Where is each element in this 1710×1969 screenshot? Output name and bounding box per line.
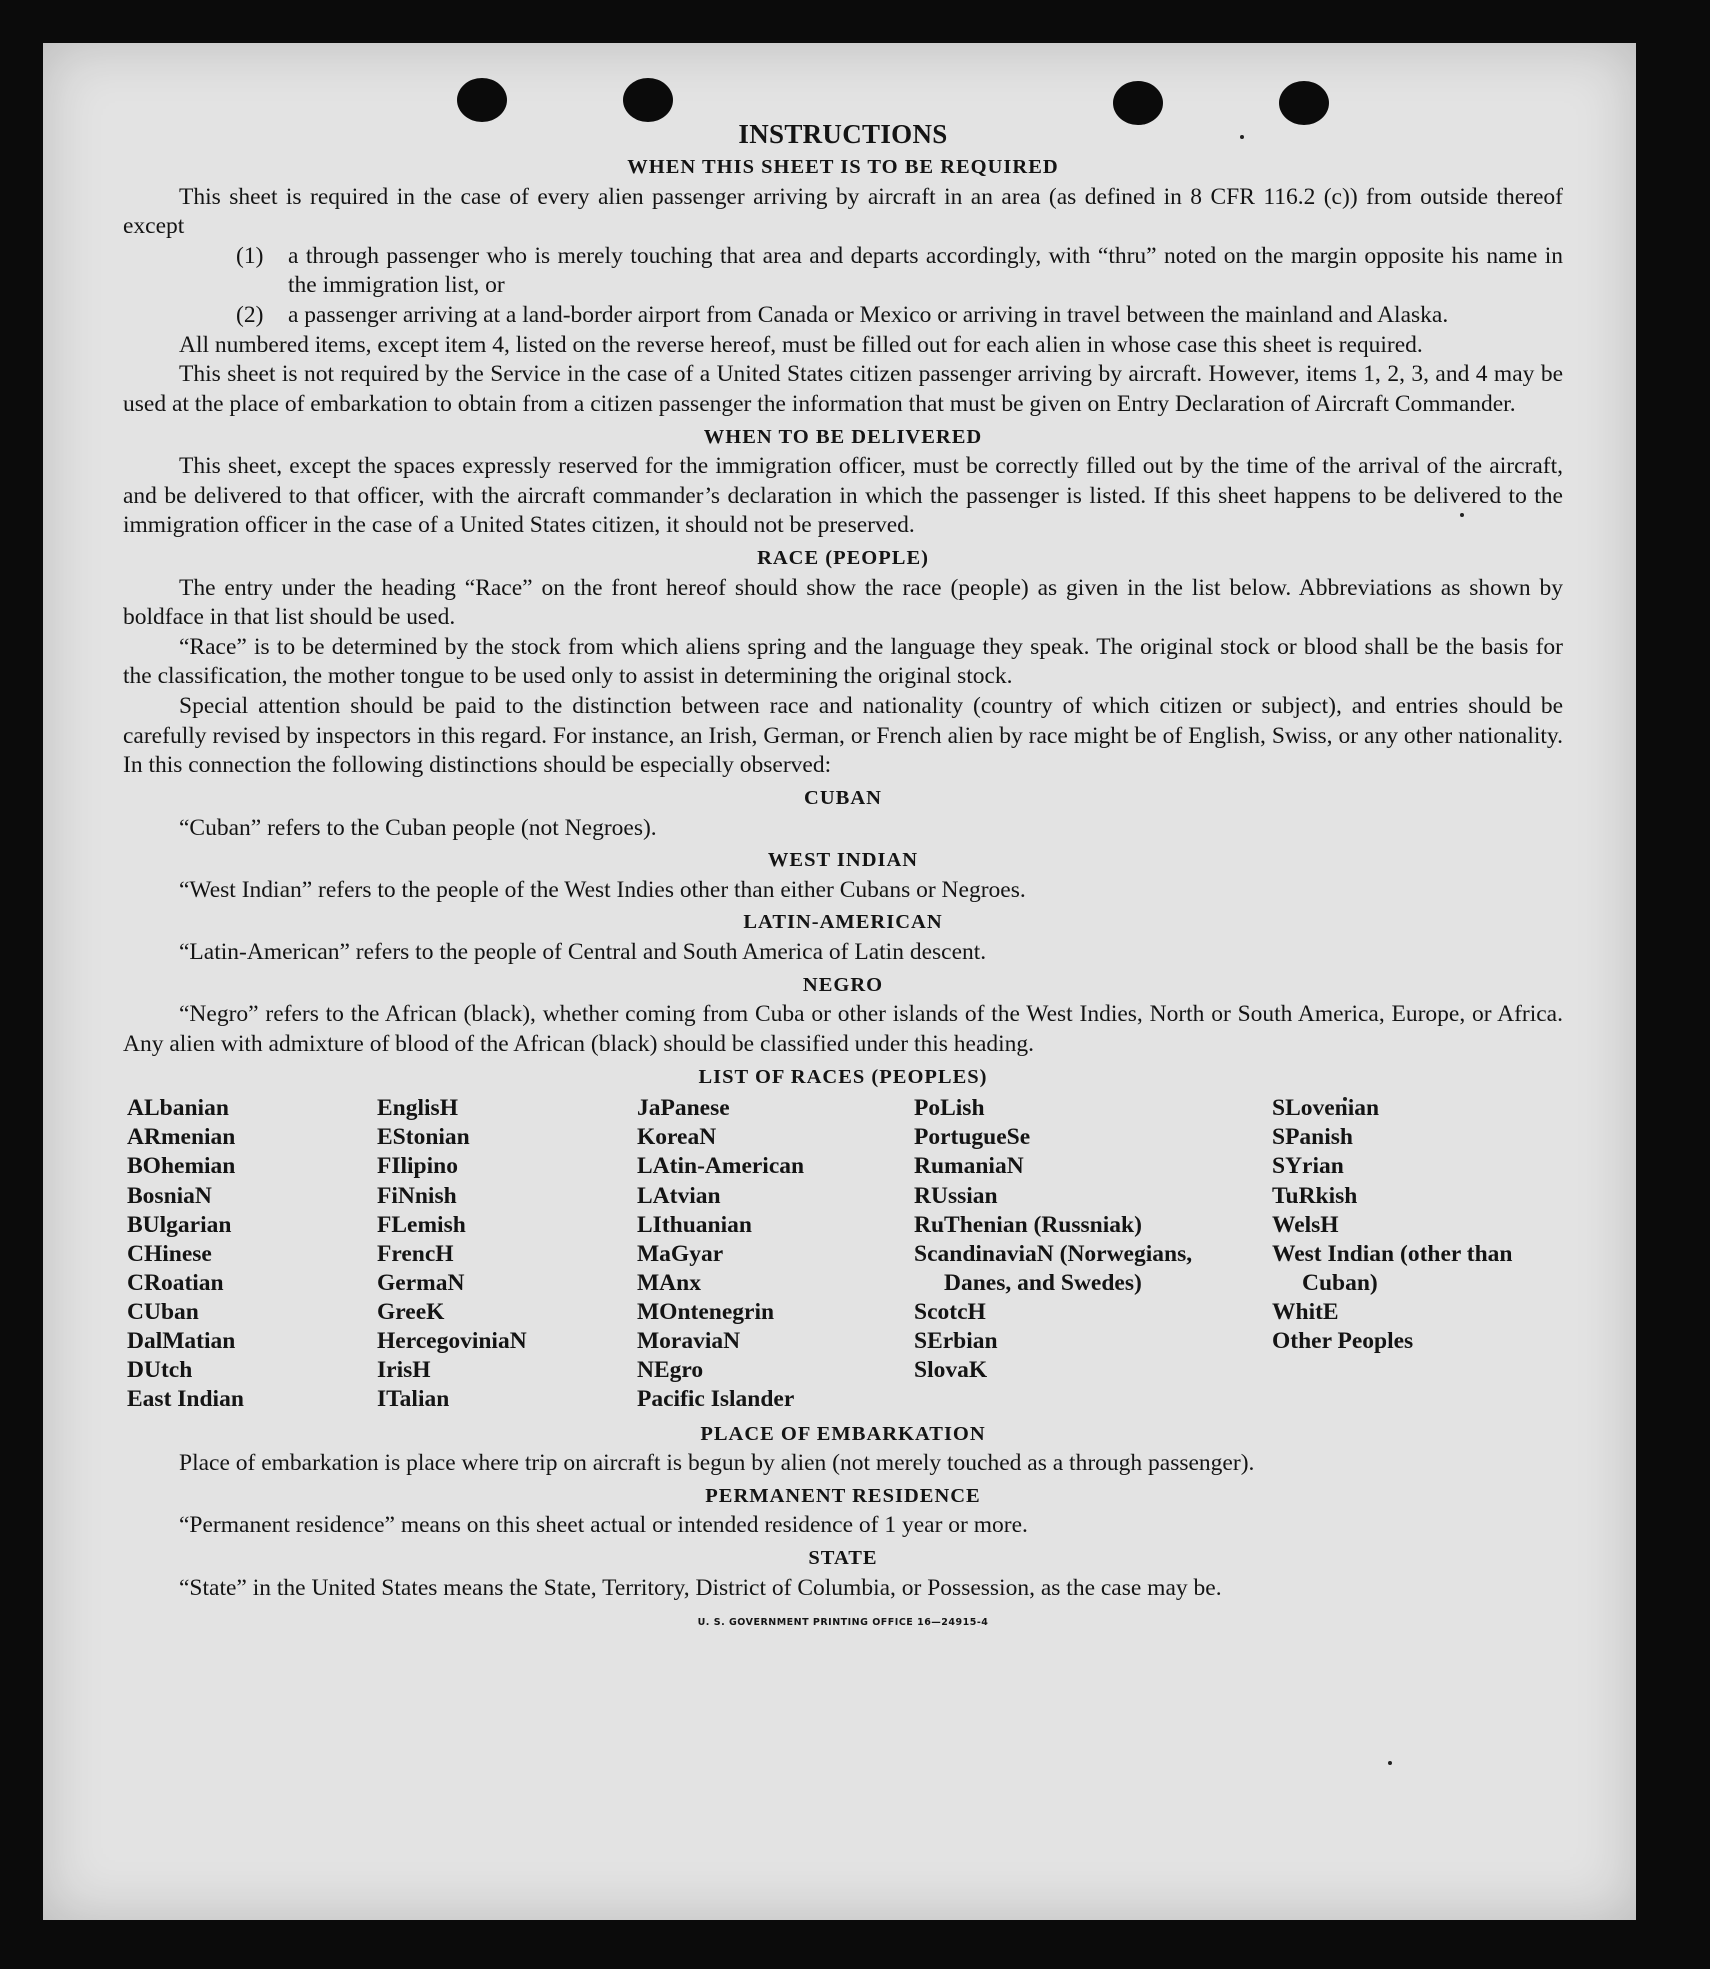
- race-column: [1272, 1094, 1542, 1414]
- race-item: SlovaK: [914, 1357, 988, 1384]
- section-heading-latin-american: LATIN-AMERICAN: [743, 911, 943, 934]
- race-item: GermaN: [377, 1269, 465, 1296]
- race-item: MaGyar: [637, 1240, 724, 1267]
- race-item: WelsH: [1272, 1211, 1339, 1238]
- race-item: ARmenian: [127, 1124, 236, 1151]
- race-item: NEgro: [637, 1357, 704, 1384]
- paragraph-place-of-embarkation: Place of embarkation is place where trip on aircraft is begun by alien (not merely touched as a through passenger).: [179, 1450, 1255, 1477]
- race-item: SYrian: [1272, 1153, 1344, 1180]
- race-item: EStonian: [377, 1124, 470, 1151]
- race-item: ITalian: [377, 1386, 450, 1413]
- section-heading-cuban: CUBAN: [804, 786, 882, 809]
- race-item: West Indian (other than Cuban): [1272, 1240, 1519, 1296]
- race-column: [377, 1094, 637, 1414]
- race-item: SErbian: [914, 1328, 998, 1355]
- numbered-item: [123, 242, 1563, 301]
- race-item: WhitE: [1272, 1299, 1339, 1326]
- race-item: East Indian: [127, 1386, 244, 1413]
- race-item: FLemish: [377, 1211, 466, 1238]
- race-item: LIthuanian: [637, 1211, 752, 1238]
- paragraph-race-nationality: Special attention should be paid to the distinction between race and nationality (country of which citizen or subject), and entries should be carefully revised by inspectors in this regard. For instance, an Irish, German, or French alien by race might be of English, Swiss, or any other nationality. In this connection the following distinctions should be especially observed:: [123, 693, 1563, 779]
- punch-hole: [457, 78, 507, 122]
- race-item: FIlipino: [377, 1153, 458, 1180]
- race-item: HercegoviniaN: [377, 1328, 527, 1355]
- race-item: MOntenegrin: [637, 1299, 775, 1326]
- race-item: ALbanian: [127, 1095, 229, 1122]
- paragraph-delivery: This sheet, except the spaces expressly reserved for the immigration officer, must be correctly filled out by the time of the arrival of the aircraft, and be delivered to that officer, with the aircraft commander’s declaration in which the passenger is listed. If this sheet happens to be delivered to the immigration officer in the case of a United States citizen, it should not be preserved.: [123, 453, 1563, 539]
- race-item: BosniaN: [127, 1182, 212, 1209]
- race-item: BUlgarian: [127, 1211, 232, 1238]
- paragraph-latin-american: “Latin-American” refers to the people of Central and South America of Latin descent.: [179, 939, 987, 966]
- page-title: INSTRUCTIONS: [738, 119, 948, 149]
- section-heading-when-delivered: WHEN TO BE DELIVERED: [703, 425, 983, 448]
- race-item: JaPanese: [637, 1095, 730, 1122]
- section-heading-west-indian: WEST INDIAN: [767, 849, 919, 872]
- section-heading-negro: NEGRO: [802, 973, 884, 996]
- race-item: RuThenian (Russniak): [914, 1211, 1142, 1238]
- race-column: [637, 1094, 914, 1414]
- race-item: ScotcH: [914, 1299, 986, 1326]
- paragraph-numbered-items: All numbered items, except item 4, listed on the reverse hereof, must be filled out for each alien in whose case this sheet is required.: [179, 331, 1423, 358]
- section-heading-list-of-races: LIST OF RACES (PEOPLES): [698, 1065, 988, 1088]
- paragraph-race-entry: The entry under the heading “Race” on the front hereof should show the race (people) as given in the list below. Abbreviations as shown by boldface in that list should be used.: [123, 574, 1563, 631]
- item-text: a through passenger who is merely touching that area and departs accordingly, with “thru” noted on the margin opposite his name in the immigration list, or: [288, 242, 1563, 299]
- race-item: Pacific Islander: [637, 1386, 795, 1413]
- race-item: RumaniaN: [914, 1153, 1024, 1180]
- item-number: (1): [236, 242, 264, 269]
- paragraph-cuban: “Cuban” refers to the Cuban people (not Negroes).: [179, 814, 657, 841]
- race-item: MoraviaN: [637, 1328, 741, 1355]
- race-item: ScandinaviaN (Norwegians, Danes, and Swedes): [914, 1240, 1198, 1296]
- race-item: DalMatian: [127, 1328, 236, 1355]
- race-item: EnglisH: [377, 1095, 458, 1122]
- race-column: [127, 1094, 377, 1414]
- race-item: BOhemian: [127, 1153, 236, 1180]
- race-list: [127, 1094, 1563, 1414]
- race-item: IrisH: [377, 1357, 431, 1384]
- paragraph-state: “State” in the United States means the State, Territory, District of Columbia, or Possession, as the case may be.: [179, 1574, 1222, 1601]
- race-item: DUtch: [127, 1357, 193, 1384]
- race-item: TuRkish: [1272, 1182, 1358, 1209]
- paragraph-negro: “Negro” refers to the African (black), whether coming from Cuba or other islands of the West Indies, North or South America, Europe, or Africa. Any alien with admixture of blood of the African (black) should be classified under this heading.: [123, 1001, 1563, 1057]
- instruction-sheet: [43, 43, 1636, 1920]
- item-text: a passenger arriving at a land-border airport from Canada or Mexico or arriving in travel between the mainland and Alaska.: [288, 302, 1449, 329]
- section-heading-when-required: WHEN THIS SHEET IS TO BE REQUIRED: [627, 156, 1059, 178]
- section-heading-race: RACE (PEOPLE): [757, 546, 929, 569]
- race-item: Other Peoples: [1272, 1328, 1414, 1355]
- paragraph-race-stock: “Race” is to be determined by the stock from which aliens spring and the language they speak. The original stock or blood shall be the basis for the classification, the mother tongue to be used only to assist in determining the original stock.: [123, 633, 1563, 690]
- race-column: [914, 1094, 1214, 1414]
- paragraph-permanent-residence: “Permanent residence” means on this sheet actual or intended residence of 1 year or more.: [179, 1512, 1028, 1539]
- section-heading-place-of-embarkation: PLACE OF EMBARKATION: [700, 1422, 986, 1445]
- race-item: CUban: [127, 1299, 199, 1326]
- race-item: LAtin-American: [637, 1153, 805, 1180]
- instructions-body: [123, 119, 1563, 1628]
- race-item: CHinese: [127, 1240, 212, 1267]
- race-item: CRoatian: [127, 1269, 224, 1296]
- section-heading-state: STATE: [808, 1547, 878, 1570]
- race-item: PoLish: [914, 1095, 985, 1122]
- paragraph-west-indian: “West Indian” refers to the people of the West Indies other than either Cubans or Negroes.: [179, 876, 1026, 903]
- race-item: KoreaN: [637, 1124, 717, 1151]
- race-item: SLovenian: [1272, 1095, 1380, 1122]
- race-item: PortugueSe: [914, 1124, 1031, 1151]
- race-item: SPanish: [1272, 1124, 1353, 1151]
- punch-hole: [623, 78, 673, 122]
- numbered-item: [123, 301, 1563, 331]
- race-item: FiNnish: [377, 1182, 457, 1209]
- paragraph-intro: This sheet is required in the case of every alien passenger arriving by aircraft in an area (as defined in 8 CFR 116.2 (c)) from outside thereof except: [123, 183, 1563, 240]
- race-item: GreeK: [377, 1299, 445, 1326]
- ink-speck: [1388, 1761, 1392, 1765]
- paragraph-citizen-passenger: This sheet is not required by the Service in the case of a United States citizen passenger arriving by aircraft. However, items 1, 2, 3, and 4 may be used at the place of embarkation to obtain from a citizen passenger the information that must be given on Entry Declaration of Aircraft Commander.: [123, 361, 1563, 417]
- printer-imprint: U. S. GOVERNMENT PRINTING OFFICE 16—24915-4: [697, 1617, 989, 1629]
- item-number: (2): [236, 302, 264, 329]
- race-item: LAtvian: [637, 1182, 721, 1209]
- race-item: MAnx: [637, 1269, 701, 1296]
- race-item: FrencH: [377, 1240, 454, 1267]
- section-heading-permanent-residence: PERMANENT RESIDENCE: [705, 1484, 981, 1507]
- race-item: RUssian: [914, 1182, 998, 1209]
